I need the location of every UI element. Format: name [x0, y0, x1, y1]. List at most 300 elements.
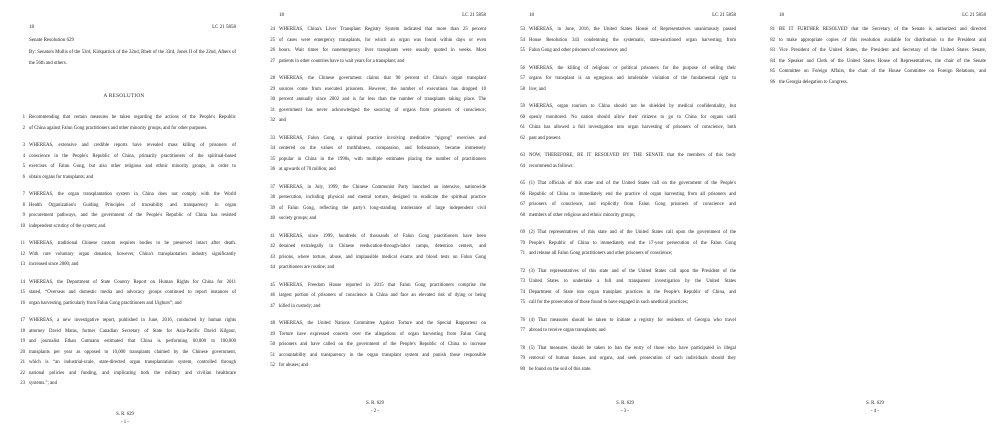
line-text: openly monitored. No nation should allow their citizens to go to China for organs until [529, 114, 736, 120]
line-number: 35 [270, 156, 275, 162]
document-line [262, 193, 486, 204]
paragraph [512, 151, 736, 172]
line-number: 15 [20, 290, 25, 295]
document-line [262, 263, 486, 274]
paragraph [512, 179, 736, 221]
document-line [762, 67, 986, 78]
document-line [12, 201, 236, 212]
line-text: prisoners and have called on the government of the People's Republic of China to increase [279, 342, 486, 347]
paragraph [262, 232, 486, 274]
line-text: live; and [529, 86, 546, 92]
header-page-number: 18 [279, 13, 284, 18]
document-page [0, 0, 250, 444]
document-line [512, 228, 736, 239]
document-line [262, 232, 486, 243]
document-line [12, 348, 236, 359]
paragraph [512, 25, 736, 57]
page-body [762, 25, 986, 88]
line-text: killed in custody; and [279, 303, 321, 309]
document-code: LC 21 5858 [962, 13, 986, 18]
paragraph [512, 344, 736, 376]
line-text: WHEREAS, Freedom House reported in 2015 that Falun Gong practitioners comprise the [279, 282, 486, 288]
page-body [12, 113, 236, 390]
line-text: increased since 2000; and [29, 262, 79, 267]
line-number: 33 [270, 135, 275, 141]
line-text: United States to undertake a full and transparent investigation by the United States [529, 279, 736, 284]
line-text: be found on the soil of this state. [529, 366, 592, 372]
line-number: 70 [520, 240, 525, 246]
paragraph [12, 239, 236, 271]
document-line [262, 74, 486, 85]
document-line [262, 183, 486, 194]
line-text: People's Republic of China to immediately end the 17-year persecution of the Falun Gong [529, 240, 736, 246]
line-number: 77 [520, 328, 525, 333]
document-line [262, 36, 486, 47]
footer-page-number: - 4 - [871, 409, 879, 414]
document-line [512, 239, 736, 250]
line-text: Committee on Foreign Affairs, the chair of the House Committee on Foreign Relations, and [779, 69, 986, 74]
line-text: procurement pathways, and the government of the People's Republic of China has resisted [29, 213, 236, 218]
line-text: BE IT FURTHER RESOLVED that the Secretary of the Senate is authorized and directed [779, 27, 986, 32]
document-line [12, 190, 236, 201]
document-line [262, 155, 486, 166]
footer-page-number: - 1 - [121, 420, 129, 425]
document-line [262, 302, 486, 313]
document-line [12, 152, 236, 163]
paragraph [262, 183, 486, 225]
document-line [512, 36, 736, 47]
line-number: 45 [270, 282, 275, 288]
line-text: prisons, where torture, abuse, and implausible medical exams and blood tests on Falun Gong [279, 254, 486, 260]
line-number: 18 [20, 328, 25, 334]
line-number: 16 [20, 300, 25, 306]
line-number: 8 [22, 202, 25, 208]
line-text: WHEREAS, a new investigative report, published in June, 2016, conducted by human rights [29, 318, 236, 323]
line-number: 38 [270, 195, 275, 200]
document-line [262, 340, 486, 351]
line-text: Torture have expressed concern over the allegations of organ harvesting from Falun Gong [279, 331, 486, 337]
line-number: 14 [20, 279, 25, 285]
line-number: 61 [520, 125, 525, 130]
document-line [262, 281, 486, 292]
line-number: 56 [520, 65, 525, 71]
line-number: 76 [520, 317, 525, 323]
document-line [762, 57, 986, 68]
line-number: 10 [20, 223, 25, 229]
resolution-title: Senate Resolution 629 [29, 38, 74, 43]
line-text: WHEREAS, Falun Gong, a spiritual practice involving meditative “qigong” exercises and [279, 135, 486, 141]
page-footer [0, 411, 250, 427]
line-text: organs for transplant is an egregious and intolerable violation of the fundamental right to [529, 76, 736, 81]
line-number: 42 [270, 244, 275, 249]
document-line [12, 113, 236, 124]
document-line [262, 165, 486, 176]
line-number: 79 [520, 356, 525, 361]
line-text: and [279, 118, 286, 123]
line-number: 13 [20, 262, 25, 267]
line-number: 25 [270, 37, 275, 43]
document-code: LC 21 5858 [462, 13, 486, 18]
document-line [512, 211, 736, 222]
document-line [762, 78, 986, 89]
line-text: call for the prosecution of those found to have engaged in such unethical practices; [529, 300, 688, 305]
paragraph [12, 278, 236, 310]
line-number: 46 [270, 293, 275, 298]
line-number: 85 [770, 69, 775, 74]
line-number: 62 [520, 135, 525, 141]
header-page-number: 18 [779, 13, 784, 18]
line-number: 82 [770, 37, 775, 43]
paragraph [262, 319, 486, 372]
line-text: of Falun Gong, reflecting the party's long-standing intolerance of large independent civil [279, 205, 486, 211]
line-text: systems.”; and [29, 381, 57, 386]
line-text: obtain organs for transplants; and [29, 174, 94, 180]
line-text: WHEREAS, in July, 1999, the Chinese Communist Party launched an intensive, nationwide [279, 184, 486, 190]
paragraph [512, 267, 736, 309]
line-text: Republic of China to immediately end the practice of organ harvesting from all prisoners and [529, 191, 736, 197]
document-line [12, 260, 236, 271]
page-footer [750, 400, 1000, 416]
resolution-heading: A RESOLUTION [103, 93, 145, 99]
line-text: WHEREAS, organ tourism to China should not be shielded by medical confidentiality, but [529, 104, 736, 109]
line-number: 30 [270, 97, 275, 102]
line-number: 4 [22, 153, 25, 159]
document-line [12, 369, 236, 380]
page-header [779, 12, 986, 19]
document-line [262, 95, 486, 106]
document-line [262, 361, 486, 372]
line-number: 2 [22, 125, 25, 131]
line-number: 19 [20, 339, 25, 344]
line-number: 49 [270, 331, 275, 337]
line-number: 22 [20, 370, 25, 376]
document-line [12, 211, 236, 222]
document-code: LC 21 5858 [212, 25, 236, 30]
line-text: attorney David Matas, former Canadian Secretary of State for Asia-Pacific David Kilgour, [29, 328, 236, 334]
paragraph [762, 25, 986, 88]
document-line [262, 204, 486, 215]
paragraph [262, 25, 486, 67]
line-number: 53 [520, 27, 525, 32]
line-number: 12 [20, 251, 25, 257]
line-number: 51 [270, 352, 275, 358]
header-page-number: 18 [29, 25, 34, 30]
document-line [512, 316, 736, 327]
document-line [762, 36, 986, 47]
line-text: the Georgia delegation to Congress. [779, 79, 848, 85]
line-number: 5 [22, 164, 25, 169]
document-line [512, 179, 736, 190]
line-number: 67 [520, 202, 525, 207]
line-text: society groups; and [279, 216, 317, 221]
paragraph [12, 316, 236, 390]
document-line [12, 124, 236, 135]
line-text: WHEREAS, the organ transplantation system in China does not comply with the World [29, 192, 236, 197]
line-number: 83 [770, 48, 775, 53]
line-text: Vice President of the United States, the President and Secretary of the United States Senate, [779, 48, 986, 53]
header-page-number: 18 [529, 13, 534, 18]
paragraph [12, 113, 236, 134]
line-text: to make appropriate copies of this resolution available for distribution to the President and [779, 37, 986, 43]
document-line [12, 337, 236, 348]
paragraph [262, 134, 486, 176]
document-line [512, 267, 736, 278]
line-number: 47 [270, 303, 275, 309]
footer-page-number: - 2 - [371, 409, 379, 414]
line-text: exercises of Falun Gong, but also other religious and ethnic minority groups, in order to [29, 164, 236, 169]
document-line [12, 141, 236, 152]
line-number: 80 [520, 366, 525, 372]
paragraph [512, 228, 736, 260]
document-page [500, 0, 750, 444]
line-text: China has allowed a full investigation into organ harvesting of prisoners of conscience, both [529, 125, 736, 130]
document-line [512, 162, 736, 173]
line-number: 43 [270, 254, 275, 260]
document-line [262, 85, 486, 96]
line-text: WHEREAS, since 1999, hundreds of thousands of Falun Gong practitioners have been [279, 233, 486, 239]
document-line [262, 46, 486, 57]
document-line [262, 144, 486, 155]
line-text: Health Organization's Guiding Principles of traceability and transparency in organ [29, 202, 236, 208]
document-line [262, 319, 486, 330]
line-text: removal of human tissues and organs, and seek prosecution of such individuals should they [529, 356, 736, 361]
line-number: 17 [20, 318, 25, 323]
line-number: 66 [520, 191, 525, 197]
line-text: government has never acknowledged the sourcing of organs from prisoners of conscience; [279, 107, 486, 113]
document-line [262, 242, 486, 253]
line-number: 34 [270, 146, 275, 151]
line-text: (2) That representatives of this state and of the United States call upon the government of the [529, 230, 736, 235]
line-text: of cases were emergency transplants, for which an organ was found within days or even [279, 37, 486, 43]
line-text: prisoners of conscience, and explicitly from Falun Gong prisoners of conscience and [529, 202, 736, 207]
page-footer [500, 400, 750, 416]
paragraph [512, 316, 736, 337]
line-text: stated, “Overseas and domestic media and advocacy groups continued to report instances of [29, 290, 236, 295]
document-line [262, 25, 486, 36]
line-number: 3 [22, 143, 25, 148]
line-number: 52 [270, 363, 275, 368]
document-line [512, 74, 736, 85]
line-number: 73 [520, 279, 525, 284]
line-number: 41 [270, 233, 275, 239]
line-text: WHEREAS, the United Nations Committee Against Torture and the Special Rapporteur on [279, 321, 486, 326]
line-number: 75 [520, 300, 525, 305]
line-text: WHEREAS, China's Liver Transplant Registry System indicated that more than 25 percent [279, 27, 486, 32]
line-text: WHEREAS, the Department of State Country Report on Human Rights for China for 2011 [29, 279, 236, 285]
line-text: sources come from executed prisoners. However, the number of executions has dropped 10 [279, 86, 486, 92]
line-text: practitioners are routine; and [279, 265, 335, 270]
document-line [512, 151, 736, 162]
document-page [750, 0, 1000, 444]
line-number: 72 [520, 268, 525, 274]
line-number: 31 [270, 107, 275, 113]
document-line [512, 102, 736, 113]
line-text: Falun Gong and other prisoners of conscience; and [529, 48, 627, 53]
line-text: and journalist Ethan Gutmann estimated that China is performing 60,000 to 100,000 [29, 339, 236, 344]
page-header [279, 12, 486, 19]
line-number: 28 [270, 76, 275, 81]
line-text: WHEREAS, the Chinese government claims that 90 percent of China's organ transplant [279, 76, 486, 81]
line-number: 1 [22, 115, 25, 120]
line-number: 6 [22, 174, 25, 180]
document-line [262, 106, 486, 117]
line-text: (5) That measures should be taken to ban the entry of those who have participated in illegal [529, 345, 736, 351]
document-line [12, 327, 236, 338]
line-number: 36 [270, 167, 275, 172]
line-text: WHEREAS, the killing of religious or political prisoners for the purpose of selling their [529, 65, 736, 71]
line-number: 78 [520, 345, 525, 351]
document-line [262, 116, 486, 127]
document-line [512, 344, 736, 355]
document-page [250, 0, 500, 444]
document-line [12, 379, 236, 390]
document-line [762, 25, 986, 36]
line-text: national policies and funding, and implicating both the military and civilian healthcare [29, 370, 236, 376]
line-text: of China against Falun Gong practitioners and other minority groups, and for other purposes. [29, 125, 208, 131]
line-text: at upwards of 70 million; and [279, 167, 336, 172]
page-header [29, 24, 236, 31]
document-line [12, 278, 236, 289]
line-text: detained extralegally in Chinese reeducation-through-labor camps, detention centers, and [279, 244, 486, 249]
document-line [12, 358, 236, 369]
footer-page-number: - 3 - [621, 409, 629, 414]
document-line [512, 288, 736, 299]
line-text: centered on the values of truthfulness, compassion, and forbearance, became immensely [279, 146, 486, 151]
document-line [262, 253, 486, 264]
document-line [512, 249, 736, 260]
line-text: (3) That representatives of this state and of the United States call upon the President of the [529, 268, 736, 274]
line-number: 50 [270, 342, 275, 347]
paragraph [262, 74, 486, 127]
line-text: persecution, including physical and mental torture, designed to eradicate the spiritual practice [279, 195, 486, 200]
line-text: WHEREAS, in June, 2016, the United States House of Representatives unanimously passed [529, 27, 736, 32]
line-number: 21 [20, 360, 25, 365]
line-number: 65 [520, 181, 525, 186]
line-text: patients in other countries have to wait years for a transplant; and [279, 58, 405, 64]
line-text: conscience in the People's Republic of China, primarily practitioners of the spiritual-based [29, 153, 236, 159]
line-number: 9 [22, 213, 25, 218]
document-line [512, 46, 736, 57]
line-text: percent annually since 2002 and is far less than the number of transplants taking place. The [279, 97, 486, 102]
line-number: 63 [520, 153, 525, 158]
line-number: 74 [520, 289, 525, 295]
line-text: House Resolution 343 condemning the systematic, state-sanctioned organ harvesting from [529, 37, 736, 43]
document-line [12, 162, 236, 173]
line-number: 44 [270, 265, 275, 270]
line-text: hours. Wait times for nonemergency liver transplants were usually quoted in weeks. Most [279, 48, 486, 53]
line-text: and release all Falun Gong practitioners and other prisoners of conscience; [529, 251, 673, 256]
line-text: popular in China in the 1990s, with multiple estimates placing the number of practitioners [279, 156, 486, 162]
document-line [12, 173, 236, 184]
line-text: past and present. [529, 135, 562, 141]
document-line [512, 326, 736, 337]
line-text: Department of State into organ transplant practices in the People's Republic of China, and [529, 289, 736, 295]
line-number: 60 [520, 114, 525, 120]
document-line [262, 57, 486, 68]
line-text: recommend as follows: [529, 163, 574, 169]
footer-doc-number: S. R. 629 [366, 401, 384, 406]
line-number: 32 [270, 118, 275, 123]
line-number: 71 [520, 251, 525, 256]
line-number: 68 [520, 212, 525, 218]
line-text: the Speaker and Clerk of the United States House of Representatives, the chair of the Senate [779, 58, 986, 64]
footer-doc-number: S. R. 629 [616, 401, 634, 406]
line-number: 69 [520, 230, 525, 235]
line-text: members of other religious and ethnic minority groups; [529, 212, 636, 218]
document-line [512, 277, 736, 288]
document-line [512, 64, 736, 75]
footer-doc-number: S. R. 629 [116, 412, 134, 417]
line-number: 29 [270, 86, 275, 92]
paragraph [12, 141, 236, 183]
document-line [512, 123, 736, 134]
page-footer [250, 400, 500, 416]
footer-doc-number: S. R. 629 [866, 401, 884, 406]
document-line [512, 190, 736, 201]
document-line [512, 354, 736, 365]
resolution-byline: By: Senators Mullis of the 53rd, Kirkpatrick of the 32nd, Rhett of the 33rd, Jones II of the 22nd, Albers of the 56th and others. [29, 50, 236, 66]
line-number: 27 [270, 58, 275, 64]
document-line [512, 134, 736, 145]
line-text: accountability and transparency in the organ transplant system and punish those responsible [279, 352, 486, 358]
line-number: 86 [770, 79, 775, 85]
document-line [762, 46, 986, 57]
line-text: (1) That officials of this state and of the United States call on the government of the People's [529, 181, 736, 186]
document-line [12, 222, 236, 233]
line-number: 39 [270, 205, 275, 211]
line-number: 26 [270, 48, 275, 53]
paragraph [512, 102, 736, 144]
line-number: 20 [20, 349, 25, 355]
line-text: Recommending that certain measures be taken regarding the actions of the People's Republic [29, 115, 236, 120]
document-line [512, 365, 736, 376]
document-line [512, 85, 736, 96]
line-number: 24 [270, 27, 275, 32]
document-line [512, 25, 736, 36]
line-text: independent scrutiny of the system; and [29, 223, 106, 229]
line-number: 48 [270, 321, 275, 326]
line-text: largest portion of prisoners of conscience in China and face an elevated risk of dying or being [279, 293, 486, 298]
line-text: WHEREAS, traditional Chinese custom requires bodies to be preserved intact after death. [29, 241, 236, 246]
document-line [262, 134, 486, 145]
line-number: 84 [770, 58, 775, 64]
line-text: organ harvesting, particularly from Falun Gong practitioners and Uighurs”; and [29, 300, 182, 306]
page-header [529, 12, 736, 19]
line-text: for abuses; and [279, 363, 309, 368]
line-number: 58 [520, 86, 525, 92]
line-number: 54 [520, 37, 525, 43]
line-number: 59 [520, 104, 525, 109]
line-text: abroad to receive organ transplants; and [529, 328, 606, 333]
line-text: NOW, THEREFORE, BE IT RESOLVED BY THE SENATE that the members of this body [529, 153, 736, 158]
document-line [12, 299, 236, 310]
line-text: With rare voluntary organ donation, however, China's transplantation industry significantly [29, 251, 236, 257]
paragraph [512, 64, 736, 96]
line-number: 23 [20, 381, 25, 386]
paragraph [12, 190, 236, 232]
line-text: transplants per year as opposed to 10,000 transplants claimed by the Chinese government, [29, 349, 236, 355]
line-number: 7 [22, 192, 25, 197]
document-line [512, 298, 736, 309]
page-body [512, 25, 736, 375]
document-line [12, 288, 236, 299]
document-code: LC 21 5858 [712, 13, 736, 18]
line-number: 57 [520, 76, 525, 81]
paragraph [262, 281, 486, 313]
document-line [262, 291, 486, 302]
document-line [262, 214, 486, 225]
line-text: which is “an industrial-scale, state-directed organ transplantation system, controlled through [29, 360, 236, 365]
